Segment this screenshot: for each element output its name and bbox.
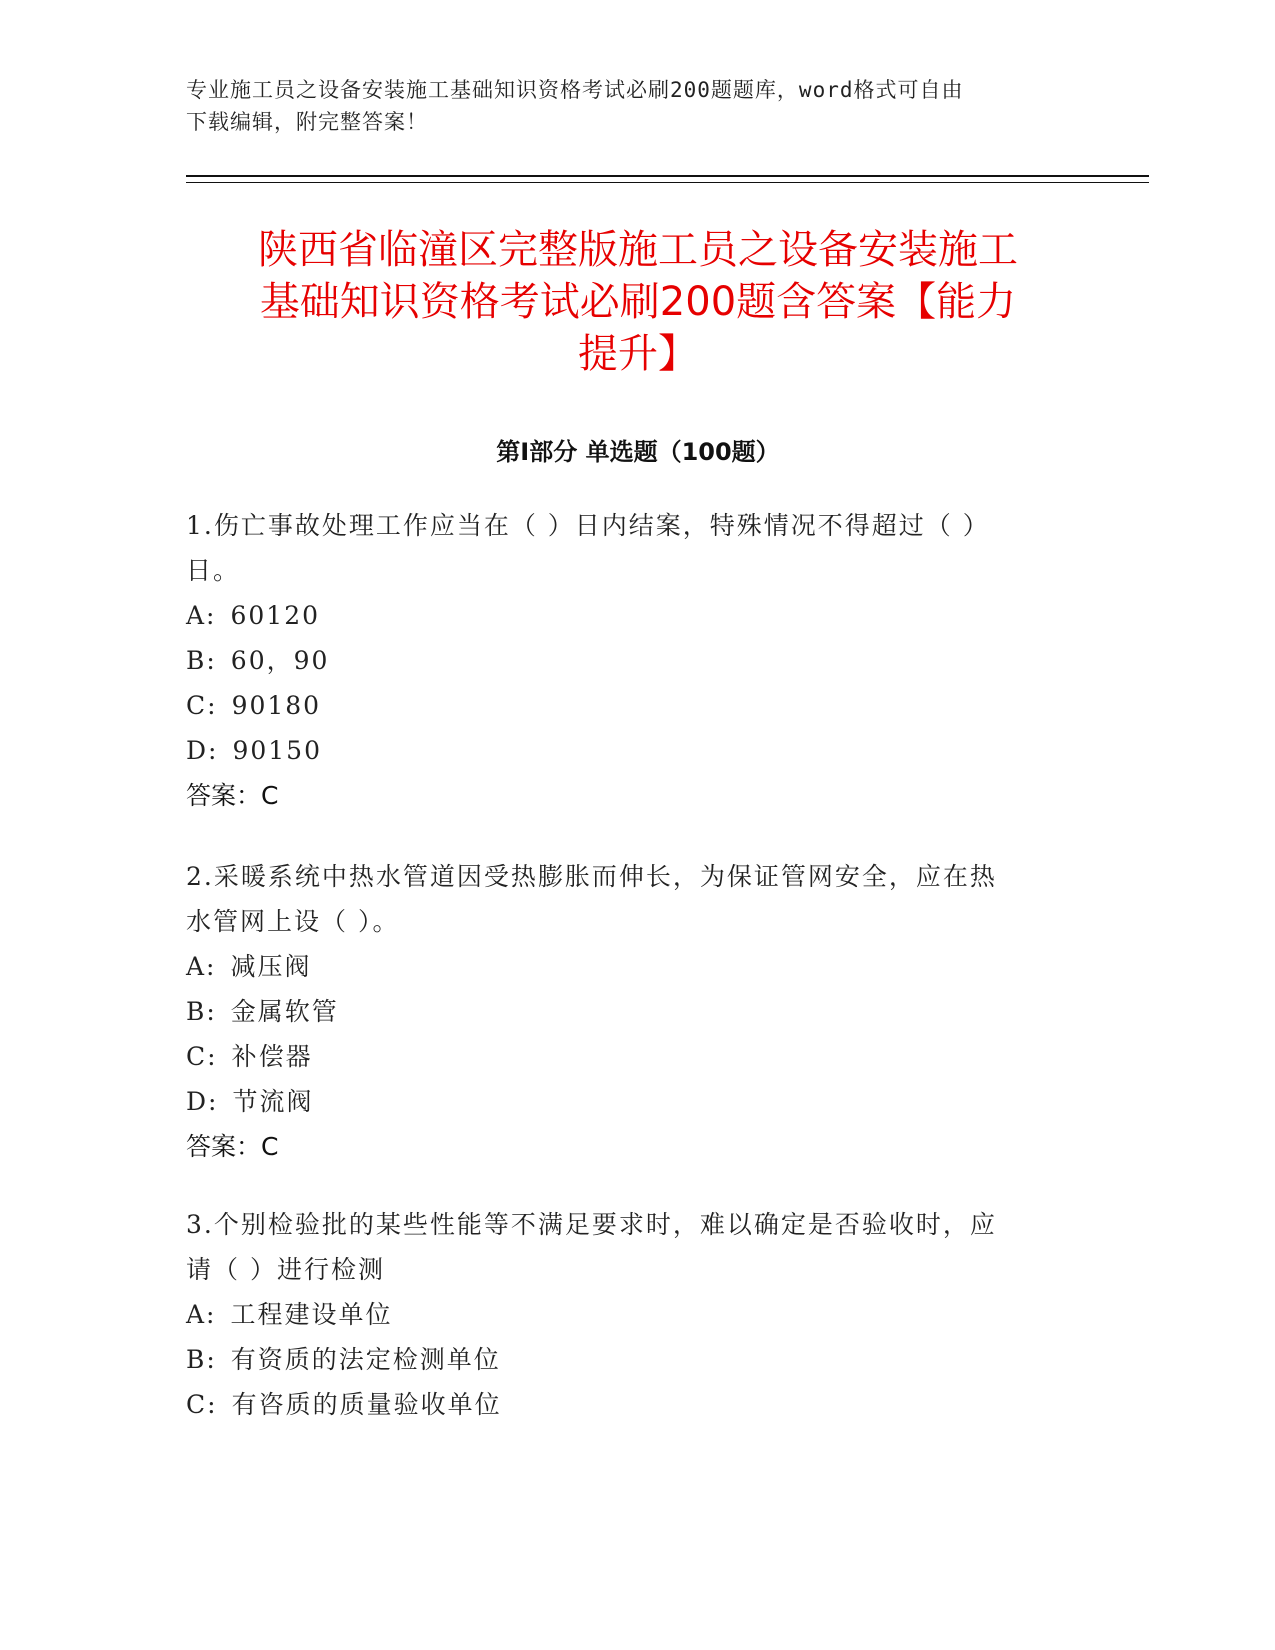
option-text: 工程建设单位 bbox=[230, 1300, 393, 1329]
question-stem-line: 水管网上设（ ）。 bbox=[186, 907, 400, 936]
question-stem-line: 日。 bbox=[186, 556, 241, 585]
title-line: 陕西省临潼区完整版施工员之设备安装施工 bbox=[258, 227, 1018, 273]
question-stem bbox=[186, 854, 1066, 944]
question-stem-line: 2.采暖系统中热水管道因受热膨胀而伸长，为保证管网安全，应在热 bbox=[186, 862, 997, 891]
answer-line: 答案：C bbox=[186, 1132, 279, 1161]
option-key: D: bbox=[186, 736, 219, 765]
option-text: 减压阀 bbox=[230, 952, 312, 981]
option-text: 金属软管 bbox=[230, 997, 339, 1026]
option-key: A: bbox=[186, 601, 217, 630]
question-2 bbox=[186, 854, 1066, 1169]
option-key: D: bbox=[186, 1087, 219, 1116]
header-divider-thin bbox=[186, 182, 1149, 183]
option-b bbox=[186, 638, 1066, 683]
option-c bbox=[186, 1382, 1066, 1427]
question-stem-line: 请（ ）进行检测 bbox=[186, 1255, 385, 1284]
option-text: 90180 bbox=[231, 691, 322, 720]
question-stem-line: 3.个别检验批的某些性能等不满足要求时，难以确定是否验收时，应 bbox=[186, 1210, 997, 1239]
option-a bbox=[186, 944, 1066, 989]
header-note bbox=[186, 74, 1066, 138]
header-note-line: 专业施工员之设备安装施工基础知识资格考试必刷200题题库，word格式可自由 bbox=[186, 78, 964, 102]
header-divider-thick bbox=[186, 175, 1149, 177]
option-b bbox=[186, 1337, 1066, 1382]
option-text: 补偿器 bbox=[231, 1042, 313, 1071]
option-text: 有资质的法定检测单位 bbox=[230, 1345, 501, 1374]
title-line: 基础知识资格考试必刷200题含答案【能力 bbox=[259, 279, 1017, 325]
question-stem bbox=[186, 503, 1066, 593]
option-b bbox=[186, 989, 1066, 1034]
option-key: B: bbox=[186, 1345, 217, 1374]
option-text: 有咨质的质量验收单位 bbox=[231, 1390, 502, 1419]
option-key: C: bbox=[186, 1042, 218, 1071]
option-text: 60，90 bbox=[230, 646, 330, 675]
option-c bbox=[186, 683, 1066, 728]
option-key: A: bbox=[186, 1300, 217, 1329]
option-a bbox=[186, 593, 1066, 638]
option-text: 60120 bbox=[230, 601, 321, 630]
title-line: 提升】 bbox=[578, 331, 698, 377]
option-key: B: bbox=[186, 646, 217, 675]
option-key: B: bbox=[186, 997, 217, 1026]
header-note-line: 下载编辑，附完整答案！ bbox=[186, 110, 428, 134]
option-text: 节流阀 bbox=[232, 1087, 314, 1116]
option-d bbox=[186, 728, 1066, 773]
option-a bbox=[186, 1292, 1066, 1337]
option-key: C: bbox=[186, 1390, 218, 1419]
section-heading: 第Ⅰ部分 单选题（100题） bbox=[496, 438, 780, 466]
question-3 bbox=[186, 1202, 1066, 1427]
document-title bbox=[186, 224, 1090, 380]
option-text: 90150 bbox=[232, 736, 322, 765]
question-stem bbox=[186, 1202, 1066, 1292]
option-key: C: bbox=[186, 691, 218, 720]
question-stem-line: 1.伤亡事故处理工作应当在（ ）日内结案，特殊情况不得超过（ ） bbox=[186, 511, 990, 540]
question-1 bbox=[186, 503, 1066, 818]
answer-line: 答案：C bbox=[186, 781, 279, 810]
option-d bbox=[186, 1079, 1066, 1124]
option-key: A: bbox=[186, 952, 217, 981]
option-c bbox=[186, 1034, 1066, 1079]
